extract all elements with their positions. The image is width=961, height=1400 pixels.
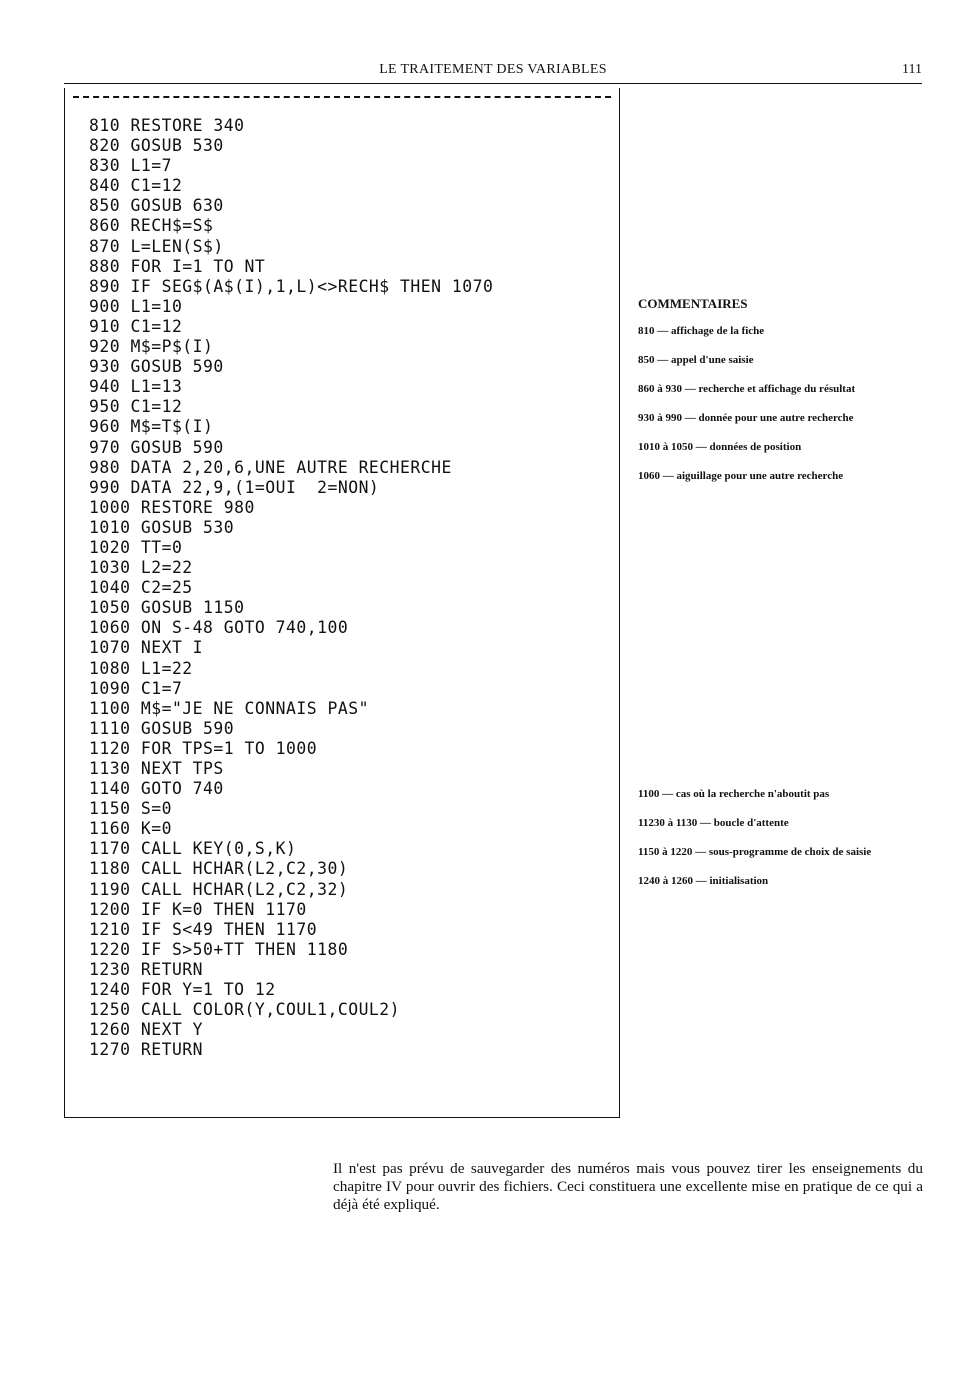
code-line: 1250 CALL COLOR(Y,COUL1,COUL2) bbox=[89, 1000, 401, 1020]
code-line: 1140 GOTO 740 bbox=[89, 779, 224, 799]
code-line: 1190 CALL HCHAR(L2,C2,32) bbox=[89, 879, 349, 899]
comment-entry: 1100 — cas où la recherche n'aboutit pas bbox=[638, 788, 830, 800]
code-line: 920 M$=P$(I) bbox=[89, 337, 214, 357]
code-line: 1160 K=0 bbox=[89, 819, 172, 839]
comment-entry: 930 à 990 — donnée pour une autre recherche bbox=[638, 412, 854, 424]
code-line: 1120 FOR TPS=1 TO 1000 bbox=[89, 738, 318, 758]
dashed-top-border bbox=[73, 96, 611, 98]
code-line: 1010 GOSUB 530 bbox=[89, 517, 235, 537]
code-line: 950 C1=12 bbox=[89, 397, 183, 417]
program-listing bbox=[89, 116, 493, 1060]
code-line: 1260 NEXT Y bbox=[89, 1020, 204, 1040]
code-line: 850 GOSUB 630 bbox=[89, 196, 224, 216]
code-line: 1040 C2=25 bbox=[89, 578, 193, 598]
page-header bbox=[64, 58, 922, 84]
code-line: 840 C1=12 bbox=[89, 176, 183, 196]
code-line: 1000 RESTORE 980 bbox=[89, 497, 255, 517]
code-line: 1240 FOR Y=1 TO 12 bbox=[89, 980, 276, 1000]
code-line: 890 IF SEG$(A$(I),1,L)<>RECH$ THEN 1070 bbox=[89, 276, 494, 296]
code-line: 1110 GOSUB 590 bbox=[89, 718, 235, 738]
code-line: 1230 RETURN bbox=[89, 959, 204, 979]
page-number: 111 bbox=[902, 62, 922, 77]
code-line: 830 L1=7 bbox=[89, 156, 172, 176]
code-line: 820 GOSUB 530 bbox=[89, 136, 224, 156]
code-line: 990 DATA 22,9,(1=OUI 2=NON) bbox=[89, 477, 380, 497]
comment-entry: 11230 à 1130 — boucle d'attente bbox=[638, 817, 789, 829]
comment-entry: 1010 à 1050 — données de position bbox=[638, 441, 802, 453]
comments-group-2 bbox=[638, 787, 938, 903]
code-line: 910 C1=12 bbox=[89, 316, 183, 336]
code-line: 1030 L2=22 bbox=[89, 558, 193, 578]
code-line: 1050 GOSUB 1150 bbox=[89, 598, 245, 618]
comments-panel bbox=[638, 296, 928, 498]
code-line: 870 L=LEN(S$) bbox=[89, 236, 224, 256]
code-line: 960 M$=T$(I) bbox=[89, 417, 214, 437]
code-line: 860 RECH$=S$ bbox=[89, 216, 214, 236]
code-line: 1060 ON S-48 GOTO 740,100 bbox=[89, 618, 349, 638]
code-line: 970 GOSUB 590 bbox=[89, 437, 224, 457]
header-rule bbox=[64, 83, 922, 84]
code-line: 880 FOR I=1 TO NT bbox=[89, 256, 266, 276]
code-line: 1020 TT=0 bbox=[89, 537, 183, 557]
code-line: 900 L1=10 bbox=[89, 296, 183, 316]
comments-title: COMMENTAIRES bbox=[638, 296, 748, 311]
comment-entry: 1150 à 1220 — sous-programme de choix de saisie bbox=[638, 846, 872, 858]
body-paragraph: Il n'est pas prévu de sauvegarder des numéros mais vous pouvez tirer les enseignements du chapitre IV pour ouvrir des fichiers. Ceci constituera une excellente mise en pratique de ce qui a déjà été expliqué. bbox=[333, 1160, 923, 1213]
code-line: 1270 RETURN bbox=[89, 1040, 204, 1060]
code-line: 1130 NEXT TPS bbox=[89, 759, 224, 778]
code-line: 940 L1=13 bbox=[89, 377, 183, 397]
code-line: 930 GOSUB 590 bbox=[89, 357, 224, 377]
program-listing-box bbox=[64, 88, 620, 1118]
code-line: 1210 IF S<49 THEN 1170 bbox=[89, 919, 318, 939]
code-line: 1080 L1=22 bbox=[89, 658, 193, 678]
code-line: 1200 IF K=0 THEN 1170 bbox=[89, 899, 307, 919]
code-line: 980 DATA 2,20,6,UNE AUTRE RECHERCHE bbox=[89, 457, 452, 477]
code-line: 1100 M$="JE NE CONNAIS PAS" bbox=[89, 698, 369, 718]
code-line: 1180 CALL HCHAR(L2,C2,30) bbox=[89, 859, 349, 879]
running-title: LE TRAITEMENT DES VARIABLES bbox=[379, 62, 607, 77]
comment-entry: 850 — appel d'une saisie bbox=[638, 354, 754, 366]
code-line: 1150 S=0 bbox=[89, 799, 172, 819]
code-line: 1070 NEXT I bbox=[89, 638, 204, 658]
comment-entry: 1060 — aiguillage pour une autre recherche bbox=[638, 470, 844, 482]
comment-entry: 860 à 930 — recherche et affichage du résultat bbox=[638, 383, 856, 395]
comment-entry: 810 — affichage de la fiche bbox=[638, 325, 765, 337]
code-line: 1220 IF S>50+TT THEN 1180 bbox=[89, 939, 349, 959]
code-line: 1090 C1=7 bbox=[89, 678, 183, 698]
code-line: 810 RESTORE 340 bbox=[89, 116, 245, 135]
comments-group-1 bbox=[638, 324, 928, 498]
comment-entry: 1240 à 1260 — initialisation bbox=[638, 875, 769, 887]
code-line: 1170 CALL KEY(0,S,K) bbox=[89, 839, 297, 859]
